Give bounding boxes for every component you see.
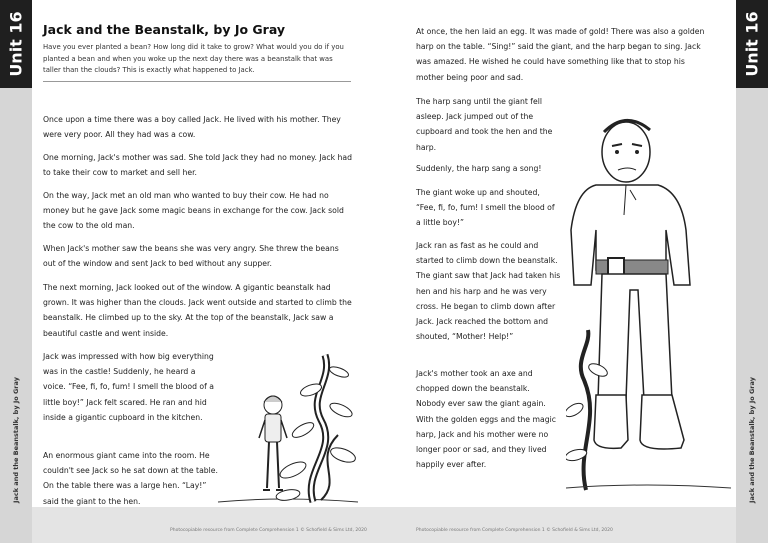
paragraph: Jack ran as fast as he could and started to climb down the beanstalk. The giant saw that Jack had taken his hen and his harp and he was very cross. He began to climb down after Jack. Jack reached the bottom and shouted, “Mother! Help!” <box>416 241 561 342</box>
story-title: Jack and the Beanstalk, by Jo Gray <box>43 22 286 37</box>
intro-text: Have you ever planted a bean? How long did it take to grow? What would you do if you planted a bean and when you woke up the next day there was a beanstalk that was taller than the clouds? This is exactly what happened to Jack. <box>43 42 351 82</box>
paragraph: At once, the hen laid an egg. It was made of gold! There was also a golden harp on the table. “Sing!” said the giant, and the harp began to sing. Jack was amazed. He wished he could have something like that to stop his mother being poor and sad. <box>416 27 705 82</box>
paragraph: The next morning, Jack looked out of the window. A gigantic beanstalk had grown. It was higher than the clouds. Jack went outside and started to climb the beanstalk. He climbed up to the sky. At the top of the beanstalk, Jack saw a beautiful castle and went inside. <box>43 283 352 338</box>
paragraph: When Jack's mother saw the beans she was very angry. She threw the beans out of the window and sent Jack to bed without any supper. <box>43 244 339 269</box>
paragraph: Jack was impressed with how big everything was in the castle! Suddenly, he heard a voice. “Fee, fi, fo, fum! I smell the blood of a little boy!” Jack felt scared. He ran and hid inside a gigantic cupboard in the kitchen. <box>43 352 214 422</box>
paragraph: The giant woke up and shouted, “Fee, fi, fo, fum! I smell the blood of a little boy!” <box>416 188 555 228</box>
paragraph: An enormous giant came into the room. He couldn't see Jack so he sat down at the table. On the table there was a large hen. “Lay!” said the giant to the hen. <box>43 451 218 506</box>
unit-tab-right <box>736 0 768 88</box>
left-side-tab <box>0 0 32 543</box>
paragraph: Jack's mother took an axe and chopped down the beanstalk. Nobody ever saw the giant again. With the golden eggs and the magic harp, Jack and his mother were no longer poor or sad, and they lived happily ever after. <box>416 369 556 470</box>
paragraph: Suddenly, the harp sang a song! <box>416 164 542 173</box>
spine-title-left: Jack and the Beanstalk, by Jo Gray <box>12 377 20 503</box>
footer-left: Photocopiable resource from Complete Comprehension 1 © Schofield & Sims Ltd, 2020 <box>170 528 367 533</box>
unit-label-right: Unit 16 <box>742 11 762 77</box>
paragraph: Once upon a time there was a boy called Jack. He lived with his mother. They were very poor. All they had was a cow. <box>43 115 341 140</box>
jack-beanstalk-illustration <box>213 350 363 510</box>
paragraph: On the way, Jack met an old man who wanted to buy their cow. He had no money but he gave Jack some magic beans in exchange for the cow. Jack sold the cow to the old man. <box>43 191 344 231</box>
paragraph: The harp sang until the giant fell asleep. Jack jumped out of the cupboard and took the hen and the harp. <box>416 97 553 152</box>
paragraph: One morning, Jack's mother was sad. She told Jack they had no money. Jack had to take their cow to market and sell her. <box>43 153 352 178</box>
unit-label-left: Unit 16 <box>6 11 26 77</box>
bottom-strip <box>32 507 736 543</box>
spine-title-right: Jack and the Beanstalk, by Jo Gray <box>748 377 756 503</box>
footer-right: Photocopiable resource from Complete Comprehension 1 © Schofield & Sims Ltd, 2020 <box>416 528 613 533</box>
right-side-tab <box>736 0 768 543</box>
giant-illustration <box>566 110 736 510</box>
unit-tab-left <box>0 0 32 88</box>
